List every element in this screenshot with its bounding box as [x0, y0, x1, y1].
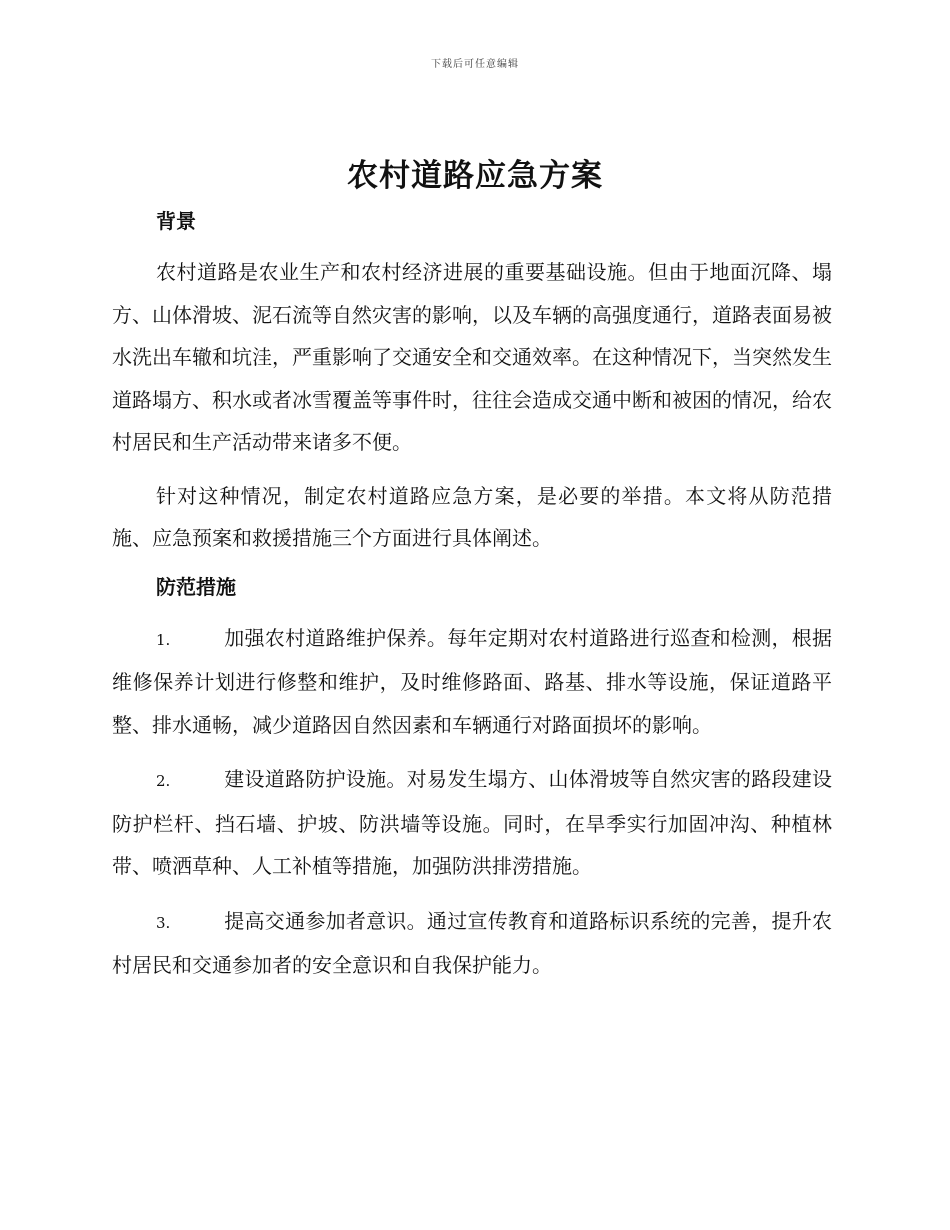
- document-title: 农村道路应急方案: [347, 158, 603, 194]
- background-paragraph: 农村道路是农业生产和农村经济进展的重要基础设施。但由于地面沉降、塌方、山体滑坡、泥石流等自然灾害的影响，以及车辆的高强度通行，道路表面易被水洗出车辙和坑洼，严重影响了交通安全和交通效率。在这种情况下，当突然发生道路塌方、积水或者冰雪覆盖等事件时，往往会造成交通中断和被困的情况，给农村居民和生产活动带来诸多不便。: [112, 260, 832, 454]
- header-note: 下载后可任意编辑: [431, 59, 519, 70]
- list-item-number: 3.: [156, 913, 171, 932]
- list-item-text: 提高交通参加者意识。通过宣传教育和道路标识系统的完善，提升农村居民和交通参加者的安全意识和自我保护能力。: [112, 908, 832, 977]
- section-heading-prevention: 防范措施: [156, 574, 236, 599]
- list-item: [112, 900, 832, 987]
- section-heading-background: 背景: [156, 209, 196, 233]
- list-item-text: 建设道路防护设施。对易发生塌方、山体滑坡等自然灾害的路段建设防护栏杆、挡石墙、护坡、防洪墙等设施。同时，在旱季实行加固冲沟、种植林带、喷洒草种、人工补植等措施，加强防洪排涝措施。: [112, 767, 832, 878]
- document-body: [112, 205, 832, 999]
- list-item: [112, 758, 832, 888]
- list-item-number: 2.: [156, 772, 171, 790]
- background-paragraph: 针对这种情况，制定农村道路应急方案，是必要的举措。本文将从防范措施、应急预案和救援措施三个方面进行具体阐述。: [112, 483, 832, 550]
- list-item: [112, 617, 832, 747]
- list-item-number: 1.: [156, 630, 171, 649]
- list-item-text: 加强农村道路维护保养。每年定期对农村道路进行巡查和检测，根据维修保养计划进行修整和维护，及时维修路面、路基、排水等设施，保证道路平整、排水通畅，减少道路因自然因素和车辆通行对路面损坏的影响。: [112, 625, 832, 737]
